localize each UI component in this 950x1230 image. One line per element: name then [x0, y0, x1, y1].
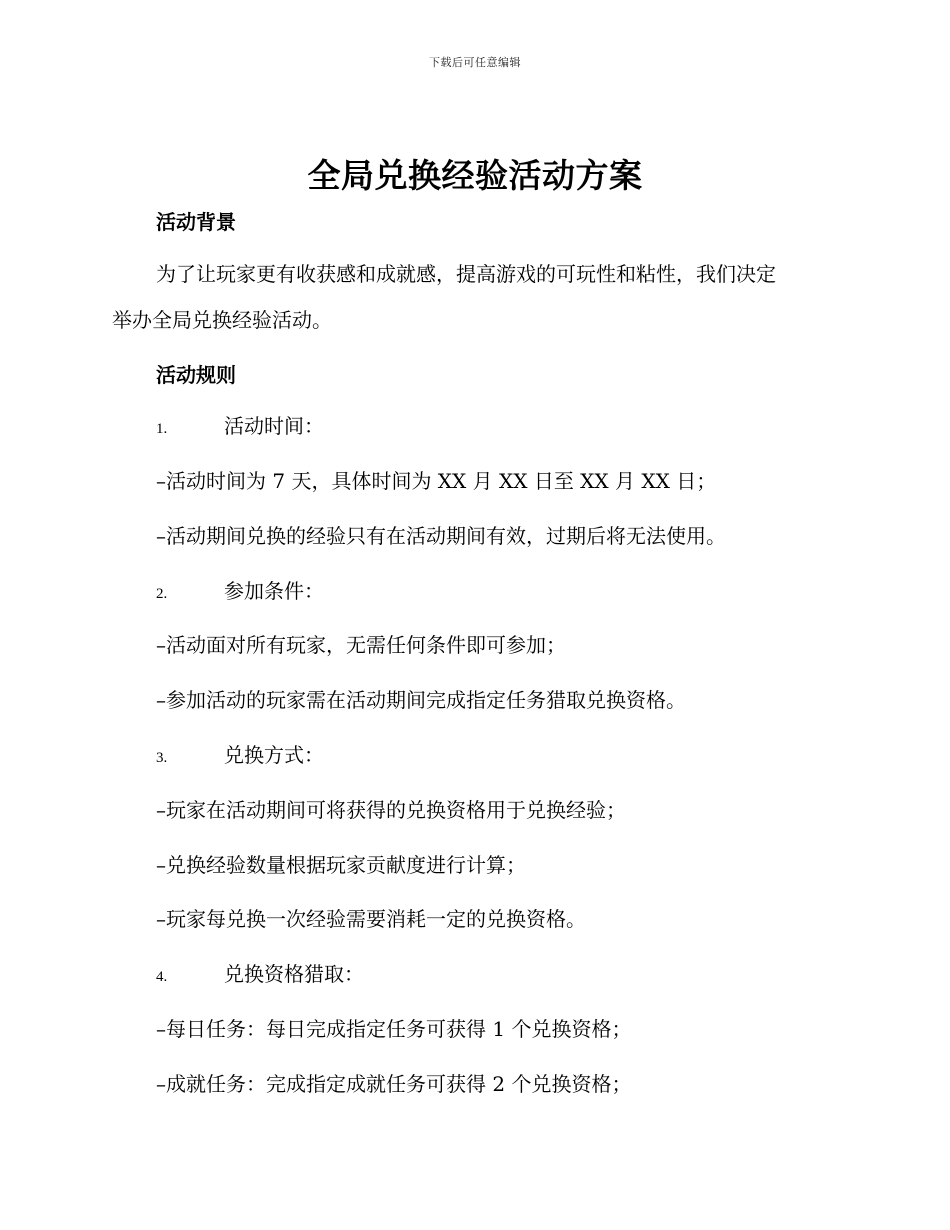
section-heading-background: 活动背景 [156, 210, 236, 234]
background-paragraph-line-2: 举办全局兑换经验活动。 [112, 308, 332, 332]
rule-item-4-label: 兑换资格猎取： [224, 962, 364, 986]
background-paragraph-line-1: 为了让玩家更有收获感和成就感，提高游戏的可玩性和粘性，我们决定 [156, 262, 776, 286]
rule-item-2-title [156, 577, 324, 608]
rule-item-3-title [156, 741, 324, 772]
header-note: 下载后可任意编辑 [429, 56, 521, 69]
rule-item-2-bullet-1: –活动面对所有玩家，无需任何条件即可参加； [156, 633, 566, 657]
rule-item-3-bullet-3: –玩家每兑换一次经验需要消耗一定的兑换资格。 [156, 907, 586, 931]
rule-item-4-bullet-1: –每日任务：每日完成指定任务可获得 1 个兑换资格； [156, 1017, 632, 1041]
rule-item-1-title [156, 412, 324, 443]
rule-item-1-label: 活动时间： [224, 414, 324, 438]
rule-item-3-number: 3. [156, 750, 168, 766]
document-title: 全局兑换经验活动方案 [307, 156, 643, 195]
rule-item-2-bullet-2: –参加活动的玩家需在活动期间完成指定任务猎取兑换资格。 [156, 688, 686, 712]
rule-item-4-title [156, 960, 364, 991]
rule-item-2-label: 参加条件： [224, 579, 324, 603]
rule-item-1-bullet-2: –活动期间兑换的经验只有在活动期间有效，过期后将无法使用。 [156, 524, 726, 548]
rule-item-4-bullet-2: –成就任务：完成指定成就任务可获得 2 个兑换资格； [156, 1072, 632, 1096]
rule-item-3-label: 兑换方式： [224, 743, 324, 767]
rule-item-1-number: 1. [156, 421, 168, 437]
rule-item-2-number: 2. [156, 586, 168, 602]
rule-item-4-number: 4. [156, 969, 168, 985]
section-heading-rules: 活动规则 [156, 363, 236, 387]
rule-item-1-bullet-1: –活动时间为 7 天，具体时间为 XX 月 XX 日至 XX 月 XX 日； [156, 469, 717, 493]
rule-item-3-bullet-1: –玩家在活动期间可将获得的兑换资格用于兑换经验； [156, 798, 626, 822]
rule-item-3-bullet-2: –兑换经验数量根据玩家贡献度进行计算； [156, 853, 526, 877]
